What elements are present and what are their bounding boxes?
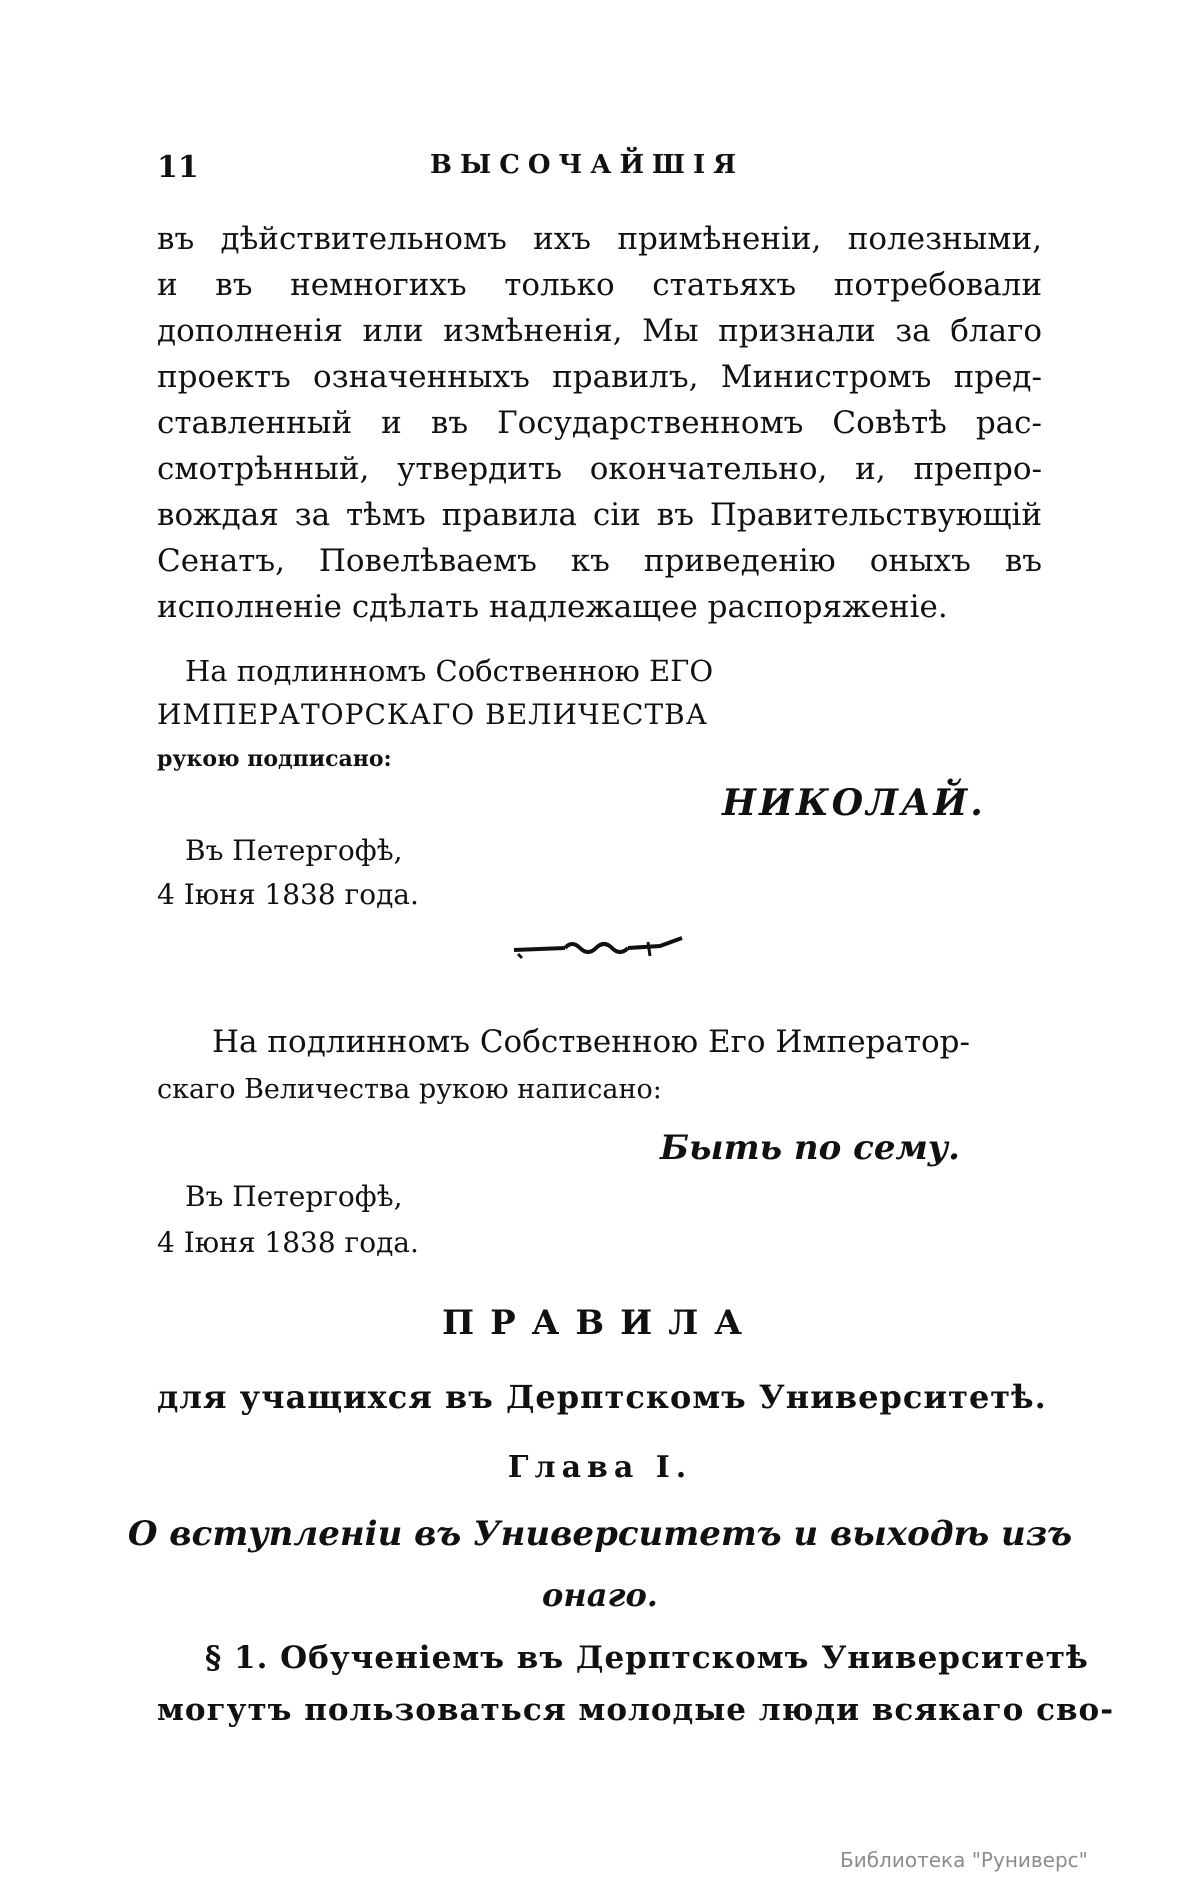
chapter-title-line2: онаго. [542,1576,658,1614]
signature-name: НИКОЛАЙ. [722,782,986,824]
signature-note-line3: рукою подписано: [157,746,392,772]
resolution-place: Въ Петергофѣ, [185,1180,403,1213]
text-line: проектъ означенныхъ правилъ, Министромъ пред- [157,359,1042,395]
resolution-note-line2: скаго Величества рукою написано: [157,1074,662,1105]
signature-note-line1: На подлинномъ Собственною ЕГО [185,654,714,688]
divider-ornament [510,930,685,960]
text-line: ставленный и въ Государственномъ Совѣтѣ рас- [157,405,1042,441]
text-line: вождая за тѣмъ правила сіи въ Правительствующій [157,497,1042,533]
text-line: смотрѣнный, утвердить окончательно, и, препро- [157,451,1042,487]
text-line: и въ немногихъ только статьяхъ потребовали [157,267,1042,303]
signature-place: Въ Петергофѣ, [185,834,403,867]
chapter-title-line1: О вступленіи въ Университетъ и выходѣ изъ [127,1514,1073,1554]
signature-note-line2: ИМПЕРАТОРСКАГО ВЕЛИЧЕСТВА [157,698,708,731]
text-line: Сенатъ, Повелѣваемъ къ приведенію оныхъ въ [157,543,1042,579]
text-line: въ дѣйствительномъ ихъ примѣненіи, полезными, [157,221,1042,257]
rules-title: ПРАВИЛА [442,1303,758,1343]
resolution-text: Быть по сему. [660,1128,960,1168]
page-number: 11 [157,150,199,185]
section-1-line1: § 1. Обученіемъ въ Дерптскомъ Университетѣ [205,1640,1089,1676]
resolution-note-line1: На подлинномъ Собственною Его Император- [212,1024,971,1060]
signature-date: 4 Іюня 1838 года. [157,878,419,911]
library-watermark: Библиотека "Руниверс" [840,1848,1088,1872]
text-line: исполненіе сдѣлать надлежащее распоряженіе. [157,589,948,625]
section-1-line2: могутъ пользоваться молодые люди всякаго сво- [157,1692,1115,1728]
rules-subtitle: для учащихся въ Дерптскомъ Университетѣ. [157,1378,1047,1416]
chapter-heading: Глава I. [507,1450,693,1485]
running-title: ВЫСОЧАЙШІЯ [430,150,745,180]
resolution-date: 4 Іюня 1838 года. [157,1226,419,1259]
text-line: дополненія или измѣненія, Мы признали за благо [157,313,1042,349]
decree-paragraph [157,216,1042,630]
